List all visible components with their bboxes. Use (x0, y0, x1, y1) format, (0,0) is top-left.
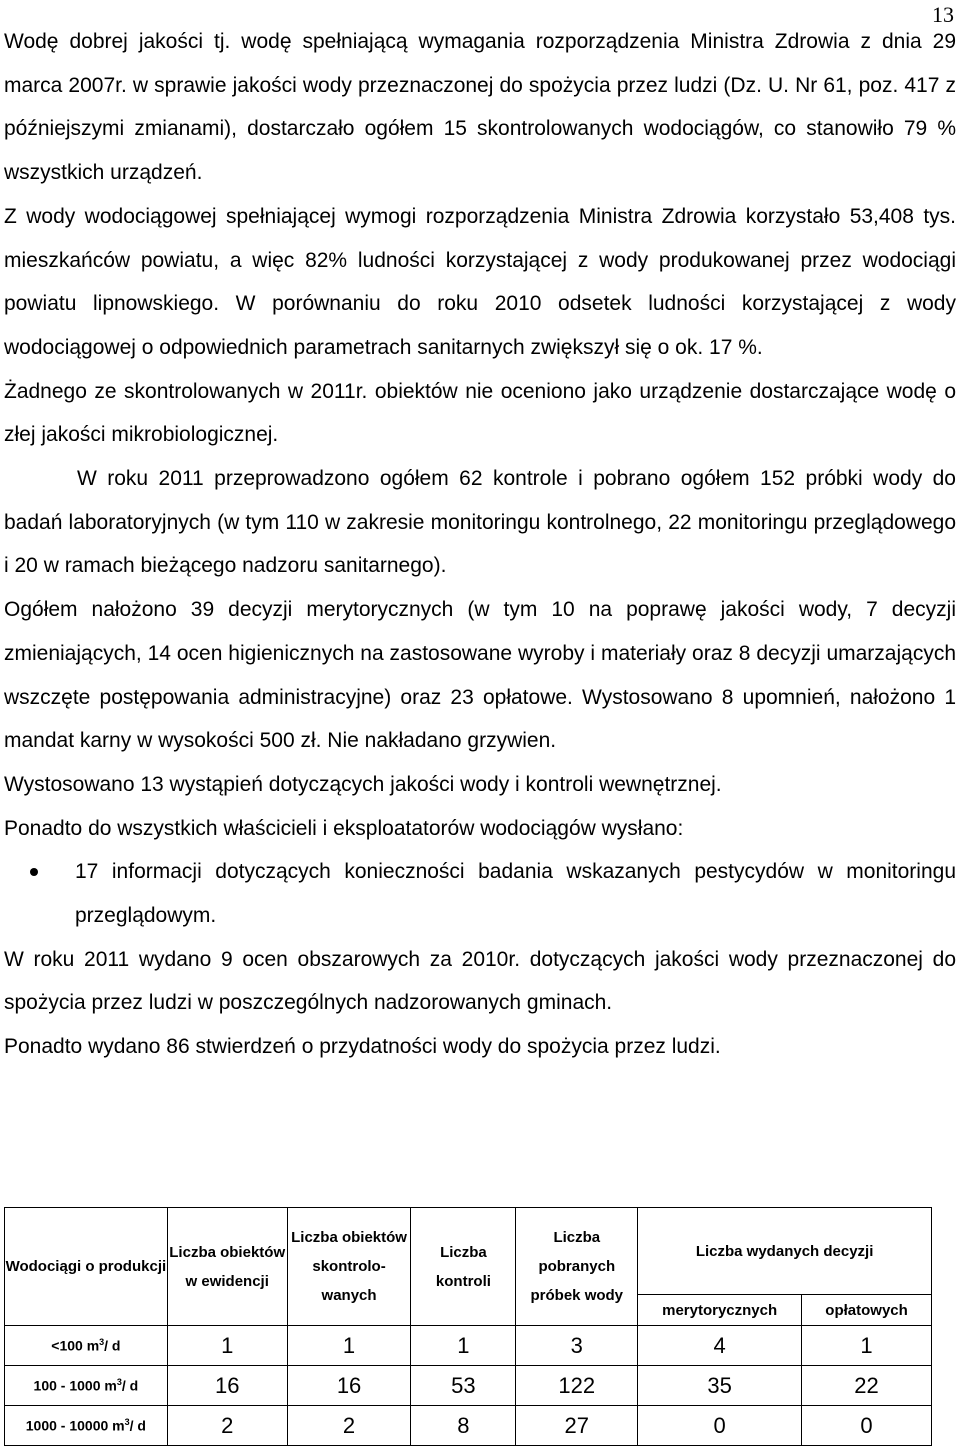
paragraph: Ponadto do wszystkich właścicieli i eksploatatorów wodociągów wysłano: (4, 816, 684, 840)
table-row (5, 1366, 932, 1406)
paragraph: Wystosowano 13 wystąpień dotyczących jakości wody i kontroli wewnętrznej. (4, 772, 722, 796)
list-item (4, 850, 956, 937)
table-cell: 1 (411, 1326, 516, 1366)
paragraph: W roku 2011 wydano 9 ocen obszarowych za 2010r. dotyczących jakości wody przeznaczonej do spożycia przez ludzi w poszczególnych nadzorowanych gminach. (4, 947, 956, 1015)
paragraph: Z wody wodociągowej spełniającej wymogi rozporządzenia Ministra Zdrowia korzystało 53,408 tys. mieszkańców powiatu, a więc 82% ludności korzystającej z wody produkowanej przez wodociągi powiatu lipnowskiego. W porównaniu do roku 2010 odsetek ludności korzystającej z wody wodociągowej o odpowiednich parametrach sanitarnych zwiększył się o ok. 17 %. (4, 204, 956, 359)
table-cell: 53 (411, 1366, 516, 1406)
table-cell: 2 (167, 1406, 287, 1446)
table-cell: 1 (167, 1326, 287, 1366)
header-cell: merytorycznych (638, 1295, 802, 1326)
table-cell: 1 (287, 1326, 411, 1366)
header-cell: Liczba kontroli (411, 1208, 516, 1326)
table-cell: 4 (638, 1326, 802, 1366)
table-cell: 22 (802, 1366, 932, 1406)
table-cell: 3 (516, 1326, 638, 1366)
table-cell: 8 (411, 1406, 516, 1446)
paragraph: Żadnego ze skontrolowanych w 2011r. obiektów nie oceniono jako urządzenie dostarczające wodę o złej jakości mikrobiologicznej. (4, 379, 956, 447)
table-cell: 0 (802, 1406, 932, 1446)
bullet-icon (30, 868, 38, 876)
row-label: 100 - 1000 $m^3/$ d (5, 1366, 168, 1406)
paragraph: W roku 2011 przeprowadzono ogółem 62 kontrole i pobrano ogółem 152 próbki wody do badań laboratoryjnych (w tym 110 w zakresie monitoringu kontrolnego, 22 monitoringu przeglądowego i 20 w ramach bieżącego nadzoru sanitarnego). (4, 467, 956, 578)
paragraph: Ponadto wydano 86 stwierdzeń o przydatności wody do spożycia przez ludzi. (4, 1035, 721, 1059)
page-number: 13 (932, 2, 954, 27)
header-cell: Liczba wydanych decyzji (638, 1208, 932, 1295)
header-cell: Liczba obiektów w ewidencji (167, 1208, 287, 1326)
header-cell: Liczba obiektów skontrolo-wanych (287, 1208, 411, 1326)
paragraph: Ogółem nałożono 39 decyzji merytorycznych (w tym 10 na poprawę jakości wody, 7 decyzji zmieniających, 14 ocen higienicznych na zastosowane wyroby i materiały oraz 8 decyzji umarzających wszczęte postępowania administracyjne) oraz 23 opłatowe. Wystosowano 8 upomnień, nałożono 1 mandat karny w wysokości 500 zł. Nie nakładano grzywien. (4, 598, 956, 753)
row-label: <100 $m^3/$ d (5, 1326, 168, 1366)
table-cell: 2 (287, 1406, 411, 1446)
table-cell: 16 (287, 1366, 411, 1406)
paragraph: Wodę dobrej jakości tj. wodę spełniającą wymagania rozporządzenia Ministra Zdrowia z dnia 29 marca 2007r. w sprawie jakości wody przeznaczonej do spożycia przez ludzi (Dz. U. Nr 61, poz. 417 z późniejszymi zmianami), dostarczało ogółem 15 skontrolowanych wodociągów, co stanowiło 79 % wszystkich urządzeń. (4, 30, 956, 185)
table-row (5, 1406, 932, 1446)
data-table (4, 1207, 932, 1446)
row-label: 1000 - 10000 $m^3/$ d (5, 1406, 168, 1446)
table-row (5, 1326, 932, 1366)
table-cell: 0 (638, 1406, 802, 1446)
list-item-text: 17 informacji dotyczących konieczności badania wskazanych pestycydów w monitoringu przeglądowym. (75, 860, 956, 928)
table-cell: 16 (167, 1366, 287, 1406)
document-body (4, 20, 956, 1069)
table-cell: 1 (802, 1326, 932, 1366)
bullet-list (4, 850, 956, 937)
header-cell: Liczba pobranych próbek wody (516, 1208, 638, 1326)
table-cell: 122 (516, 1366, 638, 1406)
table-cell: 27 (516, 1406, 638, 1446)
header-cell: Wodociągi o produkcji (5, 1208, 168, 1326)
table-cell: 35 (638, 1366, 802, 1406)
header-cell: opłatowych (802, 1295, 932, 1326)
